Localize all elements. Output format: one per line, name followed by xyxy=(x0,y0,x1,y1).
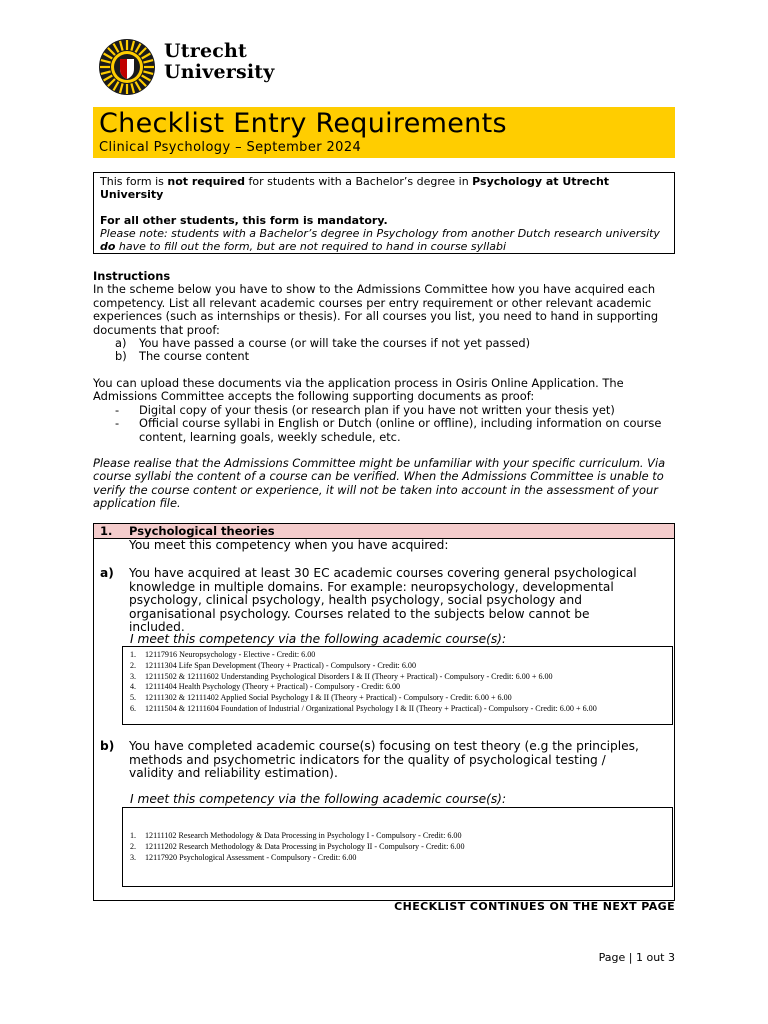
competency-box xyxy=(93,523,675,901)
page-number: Page | 1 out 3 xyxy=(598,951,675,964)
course-item xyxy=(123,672,672,683)
course-text: 12111304 Life Span Development (Theory + Practical) - Compulsory - Credit: 6.00 xyxy=(145,660,416,670)
course-item xyxy=(123,842,672,853)
title-band xyxy=(93,107,675,158)
upload-body: You can upload these documents via the application process in Osiris Online Application. The Admissions Committee accepts the following supporting documents as proof: xyxy=(93,376,624,404)
notice-note-2: have to fill out the form, but are not required to hand in course syllabi xyxy=(115,240,507,253)
logo-line-1: Utrecht xyxy=(164,40,248,62)
course-number: 3. xyxy=(130,671,137,681)
course-text: 12111302 & 12111402 Applied Social Psychology I & II (Theory + Practical) - Compulsory - Credit: 6.00 + 6.00 xyxy=(145,693,512,703)
list-item xyxy=(93,337,678,350)
instructions-section xyxy=(93,270,678,364)
page-subtitle: Clinical Psychology – September 2024 xyxy=(99,140,362,155)
course-number: 2. xyxy=(130,660,137,670)
notice-requirement xyxy=(100,175,668,201)
courses-b-input[interactable] xyxy=(122,807,673,887)
list-item xyxy=(93,417,678,444)
course-item xyxy=(123,650,672,661)
continues-note: CHECKLIST CONTINUES ON THE NEXT PAGE xyxy=(394,900,675,913)
requirement-b-text: You have completed academic course(s) focusing on test theory (e.g the principles, methods and psychometric indicators for the quality of psychological testing / validity and reliability estimation). xyxy=(129,739,639,780)
logo-line-2: University xyxy=(164,61,275,83)
list-item-text: Official course syllabi in English or Dutch (online or offline), including information on course content, learning goals, weekly schedule, etc. xyxy=(139,416,662,444)
course-text: 12117920 Psychological Assessment - Compulsory - Credit: 6.00 xyxy=(145,852,357,862)
competency-title: Psychological theories xyxy=(129,524,275,538)
course-text: 12111102 Research Methodology & Data Processing in Psychology I - Compulsory - Credit: 6.00 xyxy=(145,831,462,840)
list-item xyxy=(93,350,678,363)
list-marker: a) xyxy=(115,336,127,351)
instructions-heading: Instructions xyxy=(93,269,171,283)
notice-not-required: not required xyxy=(167,175,246,188)
requirement-b-prompt: I meet this competency via the following academic course(s): xyxy=(130,792,507,806)
course-number: 4. xyxy=(130,682,137,692)
course-text: 12111404 Health Psychology (Theory + Practical) - Compulsory - Credit: 6.00 xyxy=(145,682,401,692)
course-number: 1. xyxy=(130,650,137,659)
course-number: 6. xyxy=(130,703,137,713)
notice-mandatory-text: For all other students, this form is mandatory. xyxy=(100,214,388,227)
course-text: 12117916 Neuropsychology - Elective - Credit: 6.00 xyxy=(145,650,316,659)
course-item xyxy=(123,682,672,693)
notice-program: Psychology at Utrecht University xyxy=(100,175,610,201)
competency-number: 1. xyxy=(100,524,113,538)
course-text: 12111502 & 12111602 Understanding Psychological Disorders I & II (Theory + Practical) - Compulsory - Credit: 6.00 + 6.00 xyxy=(145,671,553,681)
course-list-a xyxy=(123,650,672,715)
list-item-text: Digital copy of your thesis (or research plan if you have not written your thesis yet) xyxy=(139,402,615,417)
course-text: 12111202 Research Methodology & Data Processing in Psychology II - Compulsory - Credit: 6.00 xyxy=(145,841,465,851)
course-text: 12111504 & 12111604 Foundation of Industrial / Organizational Psychology I & II (Theory + Practical) - Compulsory - Credit: 6.00 + 6.00 xyxy=(145,703,597,713)
course-item xyxy=(123,661,672,672)
course-item xyxy=(123,853,672,864)
university-seal-icon xyxy=(98,38,156,96)
competency-header xyxy=(94,524,674,539)
university-logo xyxy=(98,38,278,96)
upload-section xyxy=(93,377,678,444)
notice-text-1: This form is xyxy=(100,175,168,188)
university-name xyxy=(164,41,274,83)
list-marker: - xyxy=(115,402,120,417)
course-item xyxy=(123,693,672,704)
notice-note-1: Please note: students with a Bachelor’s degree in Psychology from another Dutch research university xyxy=(100,227,660,240)
notice-note xyxy=(100,227,668,253)
requirement-a-prompt: I meet this competency via the following academic course(s): xyxy=(130,632,507,646)
competency-intro: You meet this competency when you have acquired: xyxy=(129,538,449,552)
notice-note-bold: do xyxy=(100,240,116,253)
realise-note: Please realise that the Admissions Committee might be unfamiliar with your specific curriculum. Via course syllabi the content of a course can be verified. When the Admissions Committee is unable to verify the course content or experience, it will not be taken into account in the assessment of your application file. xyxy=(93,456,666,511)
list-item-text: The course content xyxy=(139,349,250,364)
course-item xyxy=(123,831,672,842)
course-number: 5. xyxy=(130,693,137,703)
notice-mandatory xyxy=(100,214,668,227)
course-item xyxy=(123,704,672,715)
list-item xyxy=(93,404,678,417)
requirement-b-letter: b) xyxy=(100,739,115,753)
list-marker: b) xyxy=(115,349,127,364)
course-number: 1. xyxy=(130,831,137,840)
notice-text-2: for students with a Bachelor’s degree in xyxy=(245,175,473,188)
requirement-a-letter: a) xyxy=(100,566,114,580)
courses-a-input[interactable] xyxy=(122,646,673,725)
list-item-text: You have passed a course (or will take the courses if not yet passed) xyxy=(139,336,531,351)
list-marker: - xyxy=(115,416,120,431)
course-list-b xyxy=(123,831,672,863)
notice-box xyxy=(93,172,675,254)
page-title: Checklist Entry Requirements xyxy=(99,108,507,139)
requirement-a-text: You have acquired at least 30 EC academic courses covering general psychological knowledge in multiple domains. For example: neuropsychology, developmental psychology, clinical psychology, health psychology, social psychology and organisational psychology. Courses related to the subjects below cannot be included. xyxy=(129,566,637,634)
course-number: 2. xyxy=(130,841,137,851)
course-number: 3. xyxy=(130,852,137,862)
instructions-body: In the scheme below you have to show to the Admissions Committee how you have acquired each competency. List all relevant academic courses per entry requirement or other relevant academic experiences (such as internships or thesis). For all courses you list, you need to hand in supporting documents that proof: xyxy=(93,282,659,337)
